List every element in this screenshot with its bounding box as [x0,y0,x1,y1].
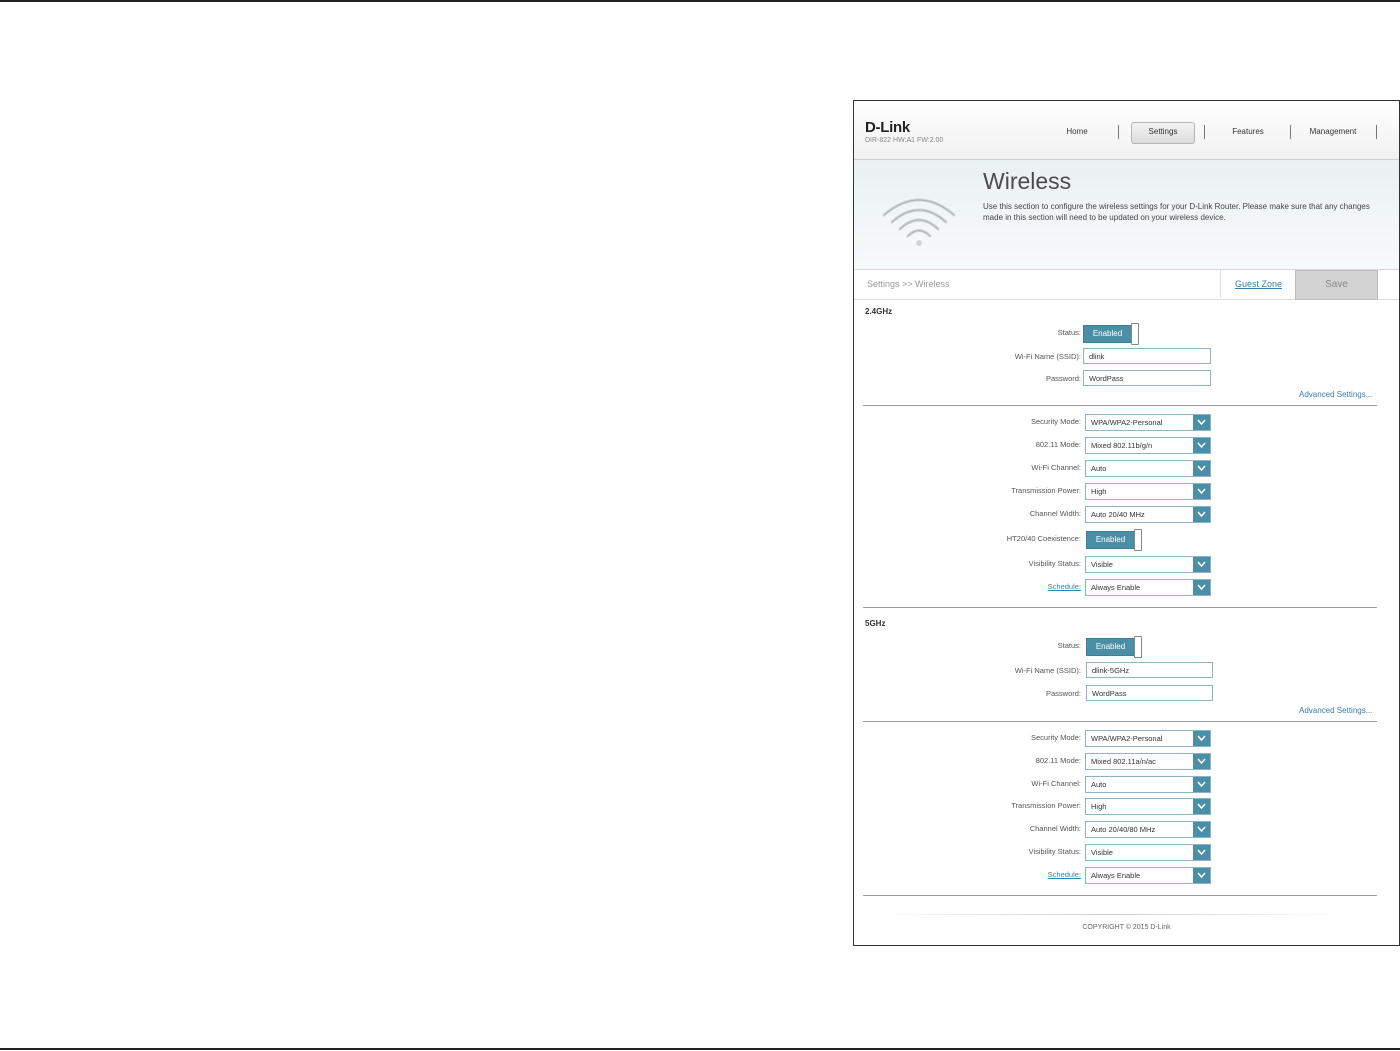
security-mode-label: Security Mode: [1030,417,1081,426]
select-value: Always Enable [1091,871,1141,880]
guest-zone-link[interactable]: Guest Zone [1220,270,1296,298]
ssid-label: Wi-Fi Name (SSID): [1014,666,1081,675]
chevron-down-icon[interactable] [1193,731,1210,746]
channel-width-select-5ghz[interactable] [1085,821,1211,838]
page-banner [854,160,1399,270]
chevron-down-icon[interactable] [1193,777,1210,792]
chevron-down-icon[interactable] [1193,438,1210,453]
page-title: Wireless [983,168,1072,194]
chevron-down-icon[interactable] [1193,484,1210,499]
visibility-label: Visibility Status: [1028,847,1081,856]
status-toggle-5ghz[interactable] [1086,638,1142,656]
visibility-label: Visibility Status: [1028,559,1081,568]
toggle-knob[interactable] [1134,636,1142,658]
transmission-power-label: Transmission Power: [1011,486,1081,495]
select-value: High [1091,487,1107,496]
visibility-select-5ghz[interactable] [1085,844,1211,861]
nav-home[interactable]: Home [1066,127,1088,136]
chevron-down-icon[interactable] [1193,507,1210,522]
page-top-rule [0,0,1400,2]
select-value: Auto [1091,780,1107,789]
select-value: WPA/WPA2-Personal [1091,418,1163,427]
wireless-mode-label: 802.11 Mode: [1035,756,1081,765]
coexistence-label: HT20/40 Coexistence: [1006,534,1081,543]
password-label: Password: [1045,374,1081,383]
toggle-state: Enabled [1086,638,1135,656]
wifi-channel-label: Wi-Fi Channel: [1031,779,1081,788]
section-divider [863,607,1377,608]
nav-settings[interactable]: Settings [1148,127,1178,136]
select-value: Auto 20/40 MHz [1091,510,1145,519]
dlink-logo[interactable]: D-Link [865,119,910,136]
select-value: Auto 20/40/80 MHz [1091,825,1156,834]
advanced-settings-link-5ghz[interactable]: Advanced Settings... [1299,706,1373,715]
section-divider [863,895,1377,896]
wifi-channel-select-24ghz[interactable] [1085,460,1211,477]
channel-width-label: Channel Width: [1029,824,1081,833]
select-value: Always Enable [1091,583,1141,592]
device-model: DIR-822 HW:A1 FW:2.00 [865,137,944,144]
ssid-input-5ghz[interactable]: dlink-5GHz [1086,662,1213,678]
schedule-link-24ghz[interactable]: Schedule: [1047,582,1081,591]
wireless-mode-select-24ghz[interactable] [1085,437,1211,454]
wifi-icon [879,190,959,250]
schedule-select-24ghz[interactable] [1085,579,1211,596]
save-button[interactable]: Save [1295,270,1378,300]
breadcrumb: Settings >> Wireless [867,279,950,289]
nav-management[interactable]: Management [1309,127,1357,136]
top-navigation-bar [854,101,1399,160]
chevron-down-icon[interactable] [1193,822,1210,837]
status-label: Status: [1057,641,1081,650]
select-value: Mixed 802.11a/n/ac [1091,757,1156,766]
nav-separator [1376,125,1377,139]
transmission-power-label: Transmission Power: [1011,801,1081,810]
chevron-down-icon[interactable] [1193,799,1210,814]
select-value: Visible [1091,560,1113,569]
coexistence-toggle[interactable] [1086,531,1142,549]
breadcrumb-bar [854,270,1399,300]
toggle-state: Enabled [1083,325,1132,343]
security-mode-select-5ghz[interactable] [1085,730,1211,747]
nav-separator [1290,125,1291,139]
chevron-down-icon[interactable] [1193,845,1210,860]
copyright-text: COPYRIGHT © 2015 D-Link [1082,924,1171,931]
nav-separator [1204,125,1205,139]
security-mode-select-24ghz[interactable] [1085,414,1211,431]
chevron-down-icon[interactable] [1193,461,1210,476]
wireless-mode-select-5ghz[interactable] [1085,753,1211,770]
advanced-settings-link-24ghz[interactable]: Advanced Settings... [1299,390,1373,399]
section-divider [863,405,1377,406]
select-value: Visible [1091,848,1113,857]
section-title-5ghz: 5GHz [865,619,886,628]
nav-separator [1118,125,1119,139]
toggle-state: Enabled [1086,531,1135,549]
chevron-down-icon[interactable] [1193,868,1210,883]
select-value: WPA/WPA2-Personal [1091,734,1163,743]
select-value: High [1091,802,1107,811]
section-title-24ghz: 2.4GHz [865,307,893,316]
status-toggle-24ghz[interactable] [1083,325,1139,343]
page-description: Use this section to configure the wireless settings for your D-Link Router. Please make sure that any changes made in this section will need to be updated on your wireless device. [983,202,1370,222]
password-input-24ghz[interactable]: WordPass [1083,370,1211,386]
footer-divider [874,914,1344,915]
chevron-down-icon[interactable] [1193,754,1210,769]
transmission-power-select-24ghz[interactable] [1085,483,1211,500]
security-mode-label: Security Mode: [1030,733,1081,742]
ssid-input-24ghz[interactable]: dlink [1083,348,1211,364]
nav-features[interactable]: Features [1232,127,1264,136]
ssid-label: Wi-Fi Name (SSID): [1014,352,1081,361]
wireless-mode-label: 802.11 Mode: [1035,440,1081,449]
wifi-channel-select-5ghz[interactable] [1085,776,1211,793]
toggle-knob[interactable] [1134,529,1142,551]
channel-width-label: Channel Width: [1029,509,1081,518]
section-divider [863,721,1377,722]
router-ui-screenshot [853,100,1400,946]
select-value: Mixed 802.11b/g/n [1091,441,1153,450]
chevron-down-icon[interactable] [1193,557,1210,572]
chevron-down-icon[interactable] [1193,580,1210,595]
schedule-select-5ghz[interactable] [1085,867,1211,884]
page-bottom-rule [0,1048,1400,1050]
password-input-5ghz[interactable]: WordPass [1086,685,1213,701]
password-label: Password: [1045,689,1081,698]
select-value: Auto [1091,464,1107,473]
schedule-link-5ghz[interactable]: Schedule: [1047,870,1081,879]
transmission-power-select-5ghz[interactable] [1085,798,1211,815]
status-label: Status: [1057,328,1081,337]
visibility-select-24ghz[interactable] [1085,556,1211,573]
chevron-down-icon[interactable] [1193,415,1210,430]
toggle-knob[interactable] [1131,323,1139,345]
channel-width-select-24ghz[interactable] [1085,506,1211,523]
wifi-channel-label: Wi-Fi Channel: [1031,463,1081,472]
